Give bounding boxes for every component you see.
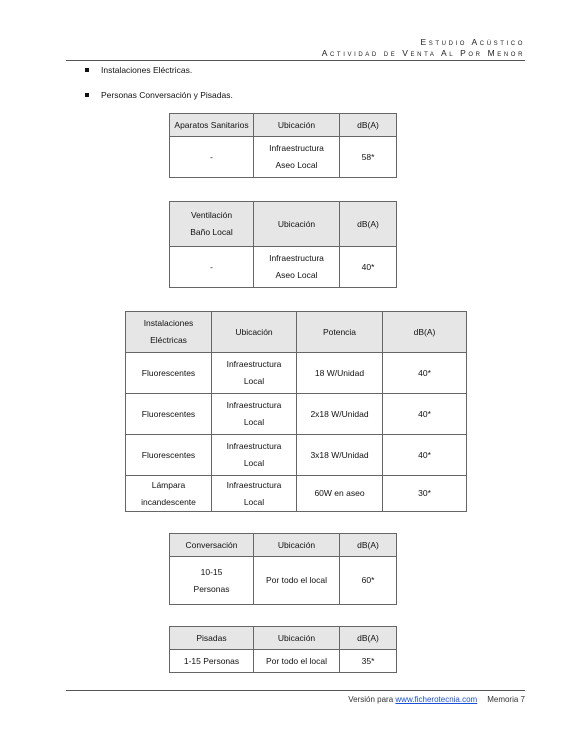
footer-link[interactable]: www.ficherotecnia.com <box>395 695 478 704</box>
cell-potencia: 2x18 W/Unidad <box>297 394 383 435</box>
cell-personas: 1-15 Personas <box>170 650 254 673</box>
cell-ubicacion: Por todo el local <box>254 650 340 673</box>
header-subtitle: Actividad de Venta Al Por Menor <box>321 48 525 58</box>
header-ubicacion: Ubicación <box>254 114 340 137</box>
cell-potencia: 3x18 W/Unidad <box>297 435 383 476</box>
ubicacion-line2: Local <box>243 496 265 507</box>
table-aparatos-sanitarios <box>169 113 397 178</box>
cell-personas <box>170 557 254 605</box>
header-ubicacion: Ubicación <box>254 627 340 650</box>
cell-ubicacion <box>212 476 297 512</box>
tipo-line2: incandescente <box>141 496 196 507</box>
cell-ubicacion <box>254 137 340 178</box>
header-pisadas: Pisadas <box>170 627 254 650</box>
bullet-item-electricas: Instalaciones Eléctricas. <box>82 64 192 76</box>
cell-ventilacion: - <box>170 247 254 288</box>
ubicacion-line1: Infraestructura <box>226 479 282 490</box>
cell-dba: 58* <box>340 137 397 178</box>
footer-prefix: Versión para <box>348 695 396 704</box>
cell-dba: 60* <box>340 557 397 605</box>
ubicacion-line2: Local <box>243 458 265 468</box>
table-conversacion <box>169 533 397 605</box>
cell-potencia: 60W en aseo <box>297 476 383 512</box>
cell-tipo: Fluorescentes <box>126 353 212 394</box>
header-ubicacion: Ubicación <box>254 202 340 247</box>
cell-dba: 40* <box>383 394 467 435</box>
cell-ubicacion <box>212 435 297 476</box>
ubicacion-line2: Aseo Local <box>275 160 318 170</box>
ubicacion-line2: Local <box>243 376 265 386</box>
header-dba: dB(A) <box>340 202 397 247</box>
ubicacion-line1: Infraestructura <box>226 359 282 369</box>
cell-ubicacion <box>212 394 297 435</box>
header-conversacion: Conversación <box>170 534 254 557</box>
table-instalaciones-electricas <box>125 311 467 512</box>
cell-tipo: Fluorescentes <box>126 394 212 435</box>
bullet-item-personas: Personas Conversación y Pisadas. <box>82 89 233 101</box>
table-row <box>126 394 467 435</box>
header-ubicacion: Ubicación <box>212 312 297 353</box>
header-rule <box>66 60 525 61</box>
header-dba: dB(A) <box>340 534 397 557</box>
table-row <box>126 435 467 476</box>
cell-ubicacion <box>212 353 297 394</box>
cell-ubicacion <box>254 247 340 288</box>
cell-ubicacion: Por todo el local <box>254 557 340 605</box>
cell-tipo <box>126 476 212 512</box>
header-dba: dB(A) <box>340 627 397 650</box>
header-title: Estudio Acústico <box>420 37 525 47</box>
table-row <box>126 476 467 512</box>
header-potencia: Potencia <box>297 312 383 353</box>
cell-potencia: 18 W/Unidad <box>297 353 383 394</box>
cell-tipo: Fluorescentes <box>126 435 212 476</box>
ubicacion-line1: Infraestructura <box>226 441 282 451</box>
table-ventilacion <box>169 201 397 288</box>
cell-dba: 30* <box>383 476 467 512</box>
ubicacion-line1: Infraestructura <box>269 143 324 153</box>
cell-dba: 40* <box>383 353 467 394</box>
ubicacion-line1: Infraestructura <box>269 253 324 263</box>
cell-dba: 40* <box>383 435 467 476</box>
personas-line2: Personas <box>193 583 230 594</box>
header-ventilacion-line2: Baño Local <box>190 227 233 237</box>
header-dba: dB(A) <box>383 312 467 353</box>
cell-dba: 35* <box>340 650 397 673</box>
ubicacion-line1: Infraestructura <box>226 400 282 410</box>
header-ventilacion-line1: Ventilación <box>190 210 233 220</box>
table-pisadas <box>169 626 397 673</box>
cell-dba: 40* <box>340 247 397 288</box>
header-aparatos-sanitarios: Aparatos Sanitarios <box>170 114 254 137</box>
header-ventilacion <box>170 202 254 247</box>
header-instalaciones <box>126 312 212 353</box>
header-instalaciones-line2: Eléctricas <box>150 335 187 345</box>
document-footer <box>348 695 525 704</box>
ubicacion-line2: Local <box>243 417 265 427</box>
footer-page-number: Memoria 7 <box>487 695 525 704</box>
ubicacion-line2: Aseo Local <box>275 270 318 280</box>
cell-aparato: - <box>170 137 254 178</box>
table-row <box>126 353 467 394</box>
footer-rule <box>66 690 525 691</box>
document-header <box>322 37 525 59</box>
personas-line1: 10-15 <box>200 566 223 577</box>
header-ubicacion: Ubicación <box>254 534 340 557</box>
tipo-line1: Lámpara <box>151 479 186 490</box>
header-dba: dB(A) <box>340 114 397 137</box>
header-instalaciones-line1: Instalaciones <box>143 318 194 328</box>
